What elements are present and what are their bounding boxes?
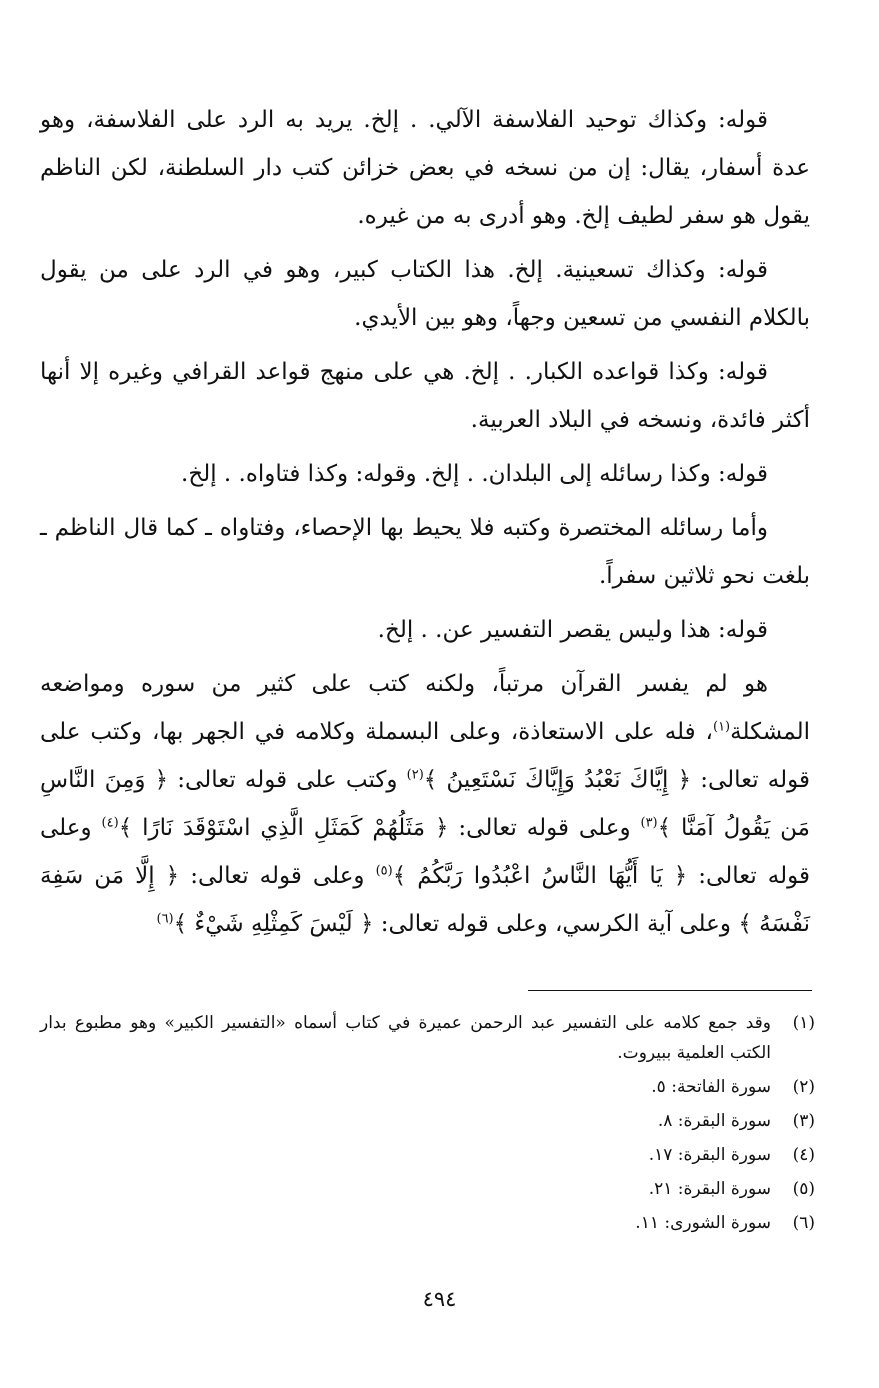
footnote-text: سورة البقرة: ١٧. (648, 1145, 771, 1165)
footnote-number: (٥) (792, 1179, 815, 1199)
footnote-5 (40, 1174, 815, 1204)
tafsir-text-5: وعلى قوله تعالى: ﴿ يَا أَيُّهَا النَّاسُ اعْبُدُوا رَبَّكُمُ ﴾ (40, 815, 810, 889)
footnote-1 (40, 1008, 815, 1068)
footnote-text: سورة البقرة: ٨. (657, 1111, 771, 1131)
footnote-ref-3: (٣) (640, 815, 658, 831)
footnote-number: (١) (792, 1013, 815, 1033)
footnote-ref-5: (٥) (375, 863, 393, 879)
tafsir-text-3: وكتب على قوله تعالى: ﴿ وَمِنَ النَّاسِ مَن يَقُولُ آمَنَّا ﴾ (40, 767, 810, 841)
tafsir-text-1: هو لم يفسر القرآن مرتباً، ولكنه كتب على كثير من سوره ومواضعه المشكلة (40, 671, 810, 745)
tafsir-text-2: ، فله على الاستعاذة، وعلى البسملة وكلامه في الجهر بها، وكتب على قوله تعالى: ﴿ إِيَّاكَ نَعْبُدُ وَإِيَّاكَ نَسْتَعِينُ ﴾ (40, 719, 811, 793)
footnote-3 (40, 1106, 815, 1136)
footnote-ref-4: (٤) (101, 815, 119, 831)
paragraph-qawaid: قوله: وكذا قواعده الكبار. . إلخ. هي على منهج قواعد القرافي وغيره إلا أنها أكثر فائدة، ونسخه في البلاد العربية. (40, 359, 810, 433)
footnote-ref-1: (١) (712, 719, 731, 735)
footnote-number: (٦) (792, 1213, 815, 1233)
paragraph-tisiniyya: قوله: وكذاك تسعينية. إلخ. هذا الكتاب كبير، وهو في الرد على من يقول بالكلام النفسي من تسعين وجهاً، وهو بين الأيدي. (40, 257, 810, 331)
footnote-divider (528, 990, 812, 991)
page-number: ٤٩٤ (422, 1287, 457, 1311)
paragraph-rasail: قوله: وكذا رسائله إلى البلدان. . إلخ. وقوله: وكذا فتاواه. . إلخ. (181, 461, 768, 487)
main-text (40, 96, 810, 954)
tafsir-text-4: وعلى قوله تعالى: ﴿ مَثَلُهُمْ كَمَثَلِ الَّذِي اسْتَوْقَدَ نَارًا ﴾ (118, 815, 641, 841)
paragraph-tafsir-heading: قوله: هذا وليس يقصر التفسير عن. . إلخ. (377, 617, 768, 643)
paragraph-fatawa: وأما رسائله المختصرة وكتبه فلا يحيط بها الإحصاء، وفتاواه ـ كما قال الناظم ـ بلغت نحو ثلاثين سفراً. (40, 515, 810, 589)
footnote-text: وقد جمع كلامه على التفسير عبد الرحمن عميرة في كتاب أسماه «التفسير الكبير» وهو مطبوع بدار الكتب العلمية ببيروت. (40, 1013, 771, 1063)
footnote-ref-2: (٢) (406, 767, 424, 783)
paragraph-tafsir (40, 660, 810, 948)
footnote-2 (40, 1072, 815, 1102)
paragraph-tawhid: قوله: وكذاك توحيد الفلاسفة الآلي. . إلخ. يريد به الرد على الفلاسفة، وهو عدة أسفار، يقال: إن من نسخه في بعض خزائن كتب دار السلطنة، لكن الناظم يقول هو سفر لطيف إلخ. وهو أدرى به من غيره. (40, 107, 810, 229)
footnote-text: سورة البقرة: ٢١. (648, 1179, 771, 1199)
footnotes (40, 1008, 815, 1242)
footnote-text: سورة الشورى: ١١. (635, 1213, 771, 1233)
tafsir-text-6: وعلى قوله تعالى: ﴿ إِلَّا مَن سَفِهَ نَفْسَهُ ﴾ وعلى آية الكرسي، وعلى قوله تعالى: ﴿ لَيْسَ كَمِثْلِهِ شَيْءٌ ﴾ (40, 863, 810, 937)
footnote-number: (٣) (792, 1111, 815, 1131)
footnote-number: (٤) (792, 1145, 815, 1165)
footnote-text: سورة الفاتحة: ٥. (651, 1077, 771, 1097)
footnote-6 (40, 1208, 815, 1238)
footnote-number: (٢) (792, 1077, 815, 1097)
footnote-ref-6: (٦) (156, 911, 174, 927)
footnote-4 (40, 1140, 815, 1170)
